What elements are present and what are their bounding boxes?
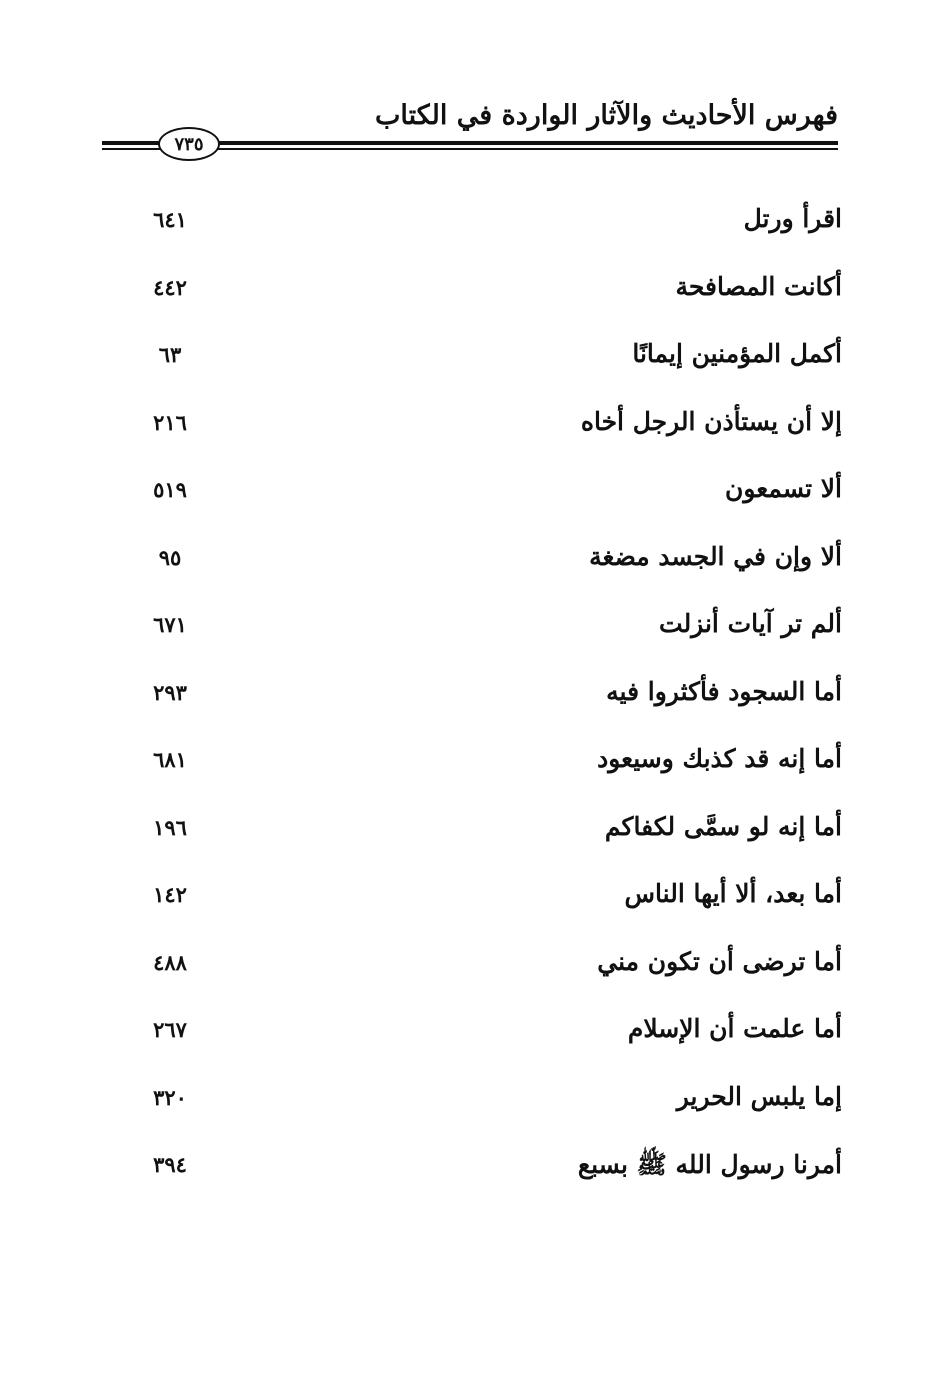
index-entry xyxy=(140,401,842,469)
entry-text: إلا أن يستأذن الرجل أخاه xyxy=(580,406,842,436)
entry-text: ألم تر آيات أنزلت xyxy=(659,609,842,638)
entry-page: ٤٤٢ xyxy=(153,274,187,300)
entry-text: أما ترضى أن تكون مني xyxy=(597,946,842,976)
index-entry xyxy=(140,873,842,941)
entry-text: أكمل المؤمنين إيمانًا xyxy=(632,339,842,368)
entry-text: إما يلبس الحرير xyxy=(676,1081,842,1111)
entry-text: أما إنه قد كذبك وسيعود xyxy=(597,744,842,773)
index-entry xyxy=(140,536,842,604)
entry-text: أكانت المصافحة xyxy=(675,271,842,301)
page-number: ٧٣٥ xyxy=(174,133,204,155)
index-entry xyxy=(140,468,842,536)
entry-text: أمرنا رسول الله ﷺ بسبع xyxy=(577,1150,842,1179)
index-entry xyxy=(140,1008,842,1076)
entry-page: ٦٤١ xyxy=(153,207,187,232)
header-title: فهرس الأحاديث والآثار الواردة في الكتاب xyxy=(374,100,838,131)
entry-page: ٩٥ xyxy=(158,544,182,570)
entry-text: أما السجود فأكثروا فيه xyxy=(606,676,842,706)
entry-text: أما علمت أن الإسلام xyxy=(627,1014,842,1043)
index-entry xyxy=(140,333,842,401)
index-list xyxy=(140,198,842,1211)
entry-page: ٣٩٤ xyxy=(153,1152,187,1177)
index-entry xyxy=(140,1143,842,1211)
entry-page: ٦٣ xyxy=(158,342,182,367)
entry-text: ألا تسمعون xyxy=(725,474,842,503)
entry-page: ١٩٦ xyxy=(153,814,187,840)
entry-page: ٦٨١ xyxy=(153,747,187,772)
index-entry xyxy=(140,603,842,671)
index-entry xyxy=(140,941,842,1009)
index-entry xyxy=(140,671,842,739)
entry-text: أما إنه لو سمَّى لكفاكم xyxy=(604,811,842,841)
entry-page: ٥١٩ xyxy=(153,477,187,502)
entry-page: ٦٧١ xyxy=(153,612,187,637)
entry-page: ٣٢٠ xyxy=(153,1084,187,1110)
index-entry xyxy=(140,266,842,334)
page-number-badge xyxy=(158,127,220,161)
entry-page: ١٤٢ xyxy=(153,882,187,907)
entry-page: ٢٦٧ xyxy=(153,1017,187,1042)
index-entry xyxy=(140,1076,842,1144)
entry-page: ٤٨٨ xyxy=(153,949,187,975)
index-entry xyxy=(140,806,842,874)
entry-text: أما بعد، ألا أيها الناس xyxy=(624,879,842,908)
index-entry xyxy=(140,198,842,266)
entry-text: ألا وإن في الجسد مضغة xyxy=(589,541,842,571)
entry-page: ٢٩٣ xyxy=(153,679,187,705)
entry-page: ٢١٦ xyxy=(153,409,187,435)
index-entry xyxy=(140,738,842,806)
entry-text: اقرأ ورتل xyxy=(743,204,842,233)
